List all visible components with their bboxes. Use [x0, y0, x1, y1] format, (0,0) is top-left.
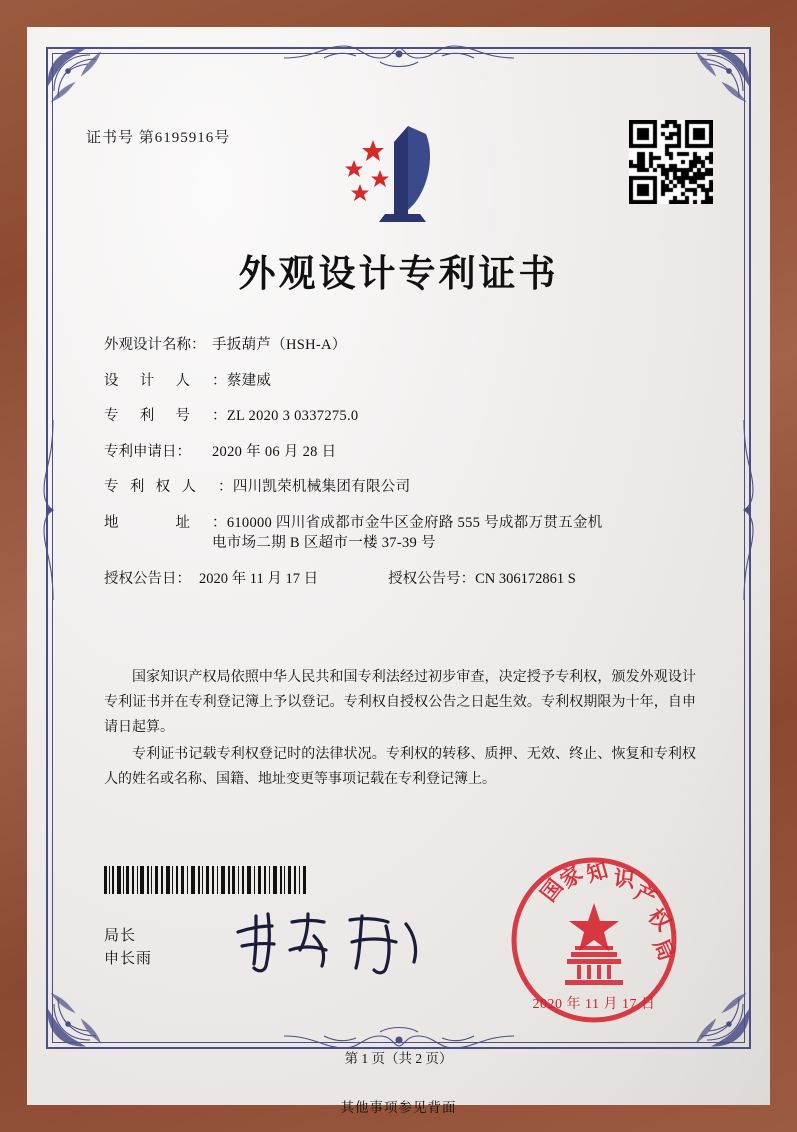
svg-text:产: 产: [630, 879, 661, 911]
field-label: [104, 480, 218, 495]
label-char: 专: [104, 479, 119, 495]
legal-paragraph-1: 国家知识产权局依照中华人民共和国专利法经过初步审查，决定授予专利权，颁发外观设计专利证书并在专利登记簿上予以登记。专利权自授权公告之日起生效。专利权期限为十年，自申请日起算。: [104, 670, 696, 735]
value-text-line2: 电市场二期 B 区超市一楼 37-39 号: [212, 535, 436, 551]
qr-code: [629, 120, 713, 204]
label-char: 专: [104, 408, 119, 424]
label-char: 设: [104, 372, 119, 389]
field-label: [104, 374, 212, 389]
corner-flourish-top-right: [681, 45, 753, 117]
field-value: 2020 年 06 月 28 日: [212, 443, 337, 460]
seal-date: 2020 年 11 月 17 日: [532, 997, 656, 1012]
label-suffix: ：: [212, 372, 227, 389]
field-patentee: [104, 480, 704, 495]
label-char: 地: [104, 514, 119, 531]
field-label: [104, 409, 212, 424]
corner-flourish-top-left: [44, 45, 116, 117]
legal-text: [104, 665, 696, 794]
field-label: 外观设计名称：: [104, 337, 206, 353]
border-flourish-left: [40, 420, 66, 600]
signature-role: 局长: [104, 928, 137, 944]
barcode: [104, 866, 309, 894]
field-list: [104, 338, 704, 607]
label-char: 号: [175, 408, 190, 424]
field-label: [104, 516, 212, 531]
page-title: 外观设计专利证书: [238, 254, 559, 295]
label-char: 人: [175, 372, 190, 389]
value-text: ZL 2020 3 0337275.0: [226, 408, 359, 424]
field-value: [218, 480, 704, 495]
field-designer: [104, 374, 704, 389]
border-flourish-top: [284, 40, 514, 74]
cnipa-logo: [330, 118, 460, 228]
label-char: 利: [139, 408, 155, 424]
svg-text:知: 知: [583, 857, 611, 887]
field-value: [212, 409, 704, 424]
page-number: 第 1 页（共 2 页）: [344, 1051, 453, 1066]
field-value: 手扳葫芦（HSH-A）: [212, 337, 347, 353]
grant-date-group: [104, 572, 318, 587]
label-suffix: ：: [212, 408, 227, 424]
label-char: 利: [129, 479, 145, 495]
field-grant-announcement: [104, 572, 704, 587]
corner-flourish-bottom-right: [681, 978, 753, 1050]
label-suffix: ：: [212, 514, 227, 531]
field-label: 专利申请日：: [104, 443, 191, 460]
signature-name: 申长雨: [104, 951, 153, 967]
label-char: 址: [175, 514, 190, 531]
field-application-date: [104, 445, 704, 460]
field-value: CN 306172861 S: [475, 570, 576, 587]
label-char: 计: [139, 372, 155, 389]
field-design-name: [104, 338, 704, 353]
field-label: 授权公告日：: [104, 570, 191, 587]
field-value: [212, 516, 704, 551]
label-suffix: ：: [218, 479, 233, 495]
field-value: 2020 年 11 月 17 日: [199, 570, 319, 587]
svg-text:权: 权: [643, 903, 676, 936]
certificate-number: 证书号 第6195916号: [86, 130, 231, 146]
svg-text:家: 家: [555, 861, 587, 894]
handwritten-signature: [230, 906, 430, 978]
value-text: 610000 四川省成都市金牛区金府路 555 号成都万贯五金机: [226, 514, 603, 531]
grant-number-group: [388, 572, 576, 587]
footer-note: 其他事项参见背面: [340, 1100, 457, 1115]
corner-flourish-bottom-left: [44, 978, 116, 1050]
field-value: [212, 374, 704, 389]
label-char: 权: [155, 479, 171, 495]
field-address: [104, 516, 704, 551]
border-flourish-right: [731, 420, 757, 600]
svg-text:国: 国: [536, 874, 568, 907]
svg-text:识: 识: [612, 866, 636, 893]
value-text: 蔡建威: [226, 372, 272, 389]
value-text: 四川凯荣机械集团有限公司: [232, 479, 411, 495]
field-label: 授权公告号：: [388, 570, 476, 587]
svg-text:局: 局: [648, 935, 679, 965]
signature-block: [104, 925, 152, 971]
label-char: 人: [181, 479, 196, 495]
legal-paragraph-2: 专利证书记载专利权登记时的法律状况。专利权的转移、质押、无效、终止、恢复和专利权人的姓名或名称、国籍、地址变更等事项记载在专利登记簿上。: [104, 747, 696, 787]
field-patent-number: [104, 409, 704, 424]
